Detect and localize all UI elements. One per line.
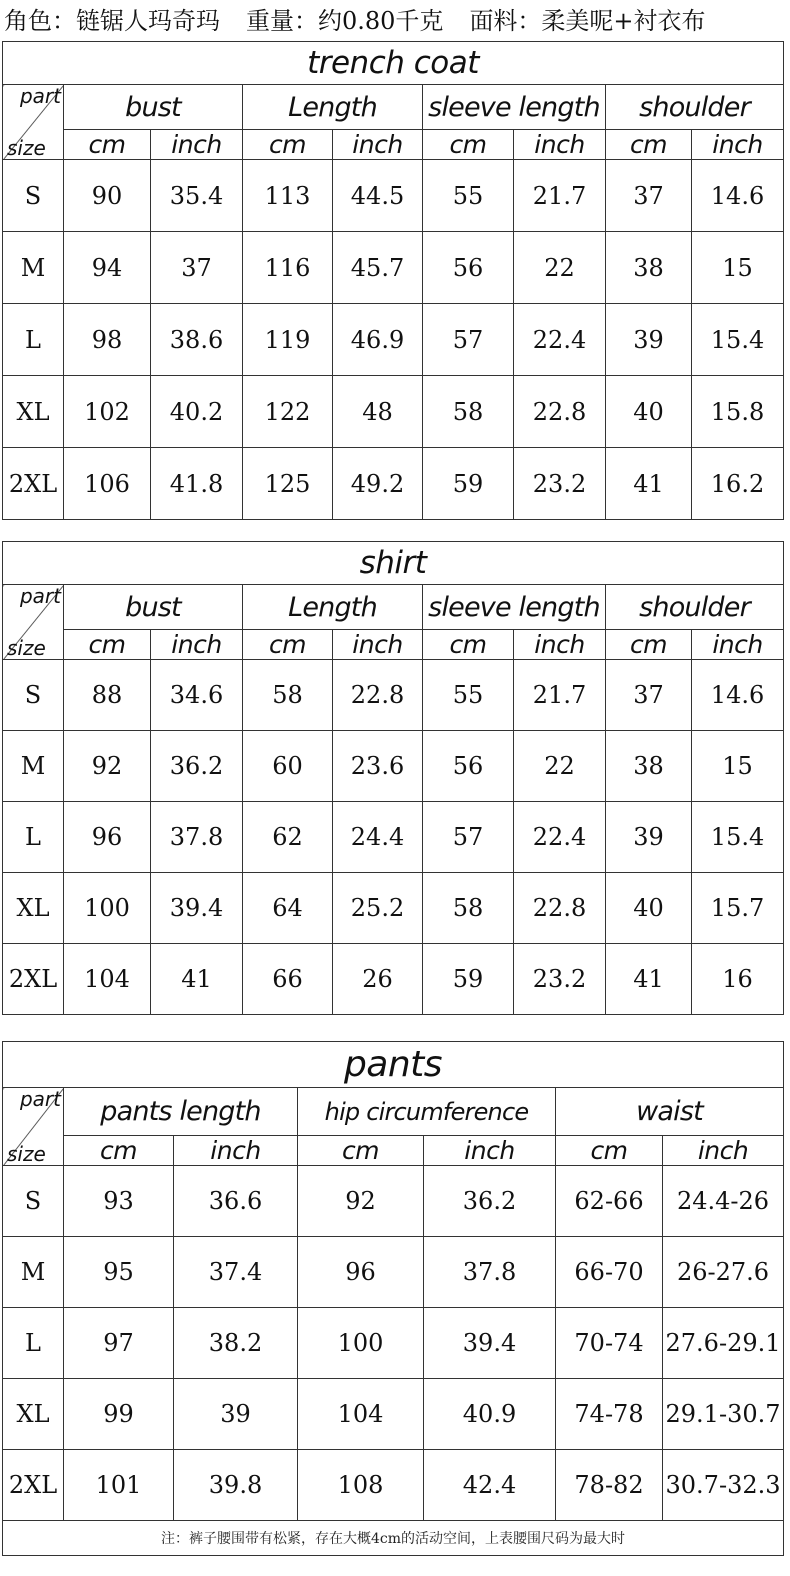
value-cell: 21.7 [514,160,606,232]
table-row [3,1308,784,1379]
value-cell: 23.6 [333,731,423,802]
size-label: S [3,660,64,731]
value-cell: 36.2 [424,1166,556,1237]
value-cell: 96 [298,1237,424,1308]
value-cell: 49.2 [333,448,423,520]
role-text: 角色：链锯人玛奇玛 [4,7,220,35]
value-cell: 22.8 [333,660,423,731]
part-header-sleeve-length: sleeve length [423,585,606,630]
corner-size-label: size [7,1142,46,1166]
corner-part-label: part [19,1087,61,1111]
value-cell: 62 [243,802,333,873]
unit-inch: inch [692,130,784,160]
value-cell: 57 [423,304,514,376]
value-cell: 37.8 [151,802,243,873]
trench-coat-size-table [2,41,784,520]
value-cell: 104 [64,944,151,1015]
unit-cm: cm [298,1136,424,1166]
value-cell: 29.1-30.7 [663,1379,784,1450]
unit-inch: inch [514,630,606,660]
size-label: M [3,731,64,802]
size-label: S [3,1166,64,1237]
value-cell: 125 [243,448,333,520]
value-cell: 102 [64,376,151,448]
value-cell: 27.6-29.1 [663,1308,784,1379]
value-cell: 58 [423,873,514,944]
table-row [3,731,784,802]
unit-cm: cm [243,130,333,160]
weight-text: 重量：约0.80千克 [246,7,444,35]
value-cell: 58 [243,660,333,731]
table-row [3,1450,784,1521]
value-cell: 34.6 [151,660,243,731]
part-header-shoulder: shoulder [606,85,784,130]
value-cell: 23.2 [514,448,606,520]
table-row [3,232,784,304]
value-cell: 37.8 [424,1237,556,1308]
pants-size-table [2,1041,784,1556]
value-cell: 60 [243,731,333,802]
value-cell: 30.7-32.3 [663,1450,784,1521]
value-cell: 122 [243,376,333,448]
value-cell: 22.8 [514,376,606,448]
table-row [3,1237,784,1308]
table-row [3,944,784,1015]
value-cell: 45.7 [333,232,423,304]
part-header-waist: waist [556,1088,784,1136]
table-row [3,160,784,232]
value-cell: 15.4 [692,802,784,873]
value-cell: 36.2 [151,731,243,802]
value-cell: 113 [243,160,333,232]
value-cell: 44.5 [333,160,423,232]
value-cell: 66-70 [556,1237,663,1308]
product-info-line [4,4,786,38]
value-cell: 15.8 [692,376,784,448]
value-cell: 22.4 [514,304,606,376]
part-header-bust: bust [64,585,243,630]
value-cell: 14.6 [692,660,784,731]
value-cell: 15.7 [692,873,784,944]
corner-size-label: size [7,136,46,160]
value-cell: 94 [64,232,151,304]
value-cell: 58 [423,376,514,448]
value-cell: 40.9 [424,1379,556,1450]
value-cell: 74-78 [556,1379,663,1450]
size-label: XL [3,376,64,448]
trench-coat-title: trench coat [3,42,784,85]
unit-inch: inch [424,1136,556,1166]
value-cell: 22 [514,731,606,802]
part-header-hip-circumference: hip circumference [298,1088,556,1136]
part-header-length: Length [243,585,423,630]
value-cell: 36.6 [174,1166,298,1237]
value-cell: 56 [423,232,514,304]
value-cell: 22.4 [514,802,606,873]
size-label: XL [3,873,64,944]
size-part-corner [3,585,64,660]
size-label: XL [3,1379,64,1450]
value-cell: 93 [64,1166,174,1237]
value-cell: 22 [514,232,606,304]
value-cell: 59 [423,448,514,520]
value-cell: 97 [64,1308,174,1379]
size-label: M [3,1237,64,1308]
value-cell: 38.2 [174,1308,298,1379]
part-header-length: Length [243,85,423,130]
value-cell: 39.4 [151,873,243,944]
value-cell: 92 [64,731,151,802]
value-cell: 38 [606,731,692,802]
part-header-shoulder: shoulder [606,585,784,630]
corner-part-label: part [19,84,61,108]
value-cell: 46.9 [333,304,423,376]
unit-inch: inch [174,1136,298,1166]
value-cell: 39 [606,304,692,376]
value-cell: 23.2 [514,944,606,1015]
value-cell: 15.4 [692,304,784,376]
unit-cm: cm [606,630,692,660]
unit-cm: cm [423,630,514,660]
size-label: L [3,802,64,873]
value-cell: 24.4-26 [663,1166,784,1237]
table-row [3,873,784,944]
value-cell: 24.4 [333,802,423,873]
value-cell: 38.6 [151,304,243,376]
value-cell: 57 [423,802,514,873]
value-cell: 108 [298,1450,424,1521]
size-part-corner [3,1088,64,1166]
value-cell: 78-82 [556,1450,663,1521]
corner-part-label: part [19,584,61,608]
table-row [3,660,784,731]
unit-inch: inch [333,130,423,160]
unit-cm: cm [243,630,333,660]
value-cell: 22.8 [514,873,606,944]
fabric-text: 面料：柔美呢+衬衣布 [469,7,706,35]
size-label: 2XL [3,944,64,1015]
value-cell: 98 [64,304,151,376]
value-cell: 37 [606,160,692,232]
value-cell: 92 [298,1166,424,1237]
size-label: 2XL [3,1450,64,1521]
size-label: 2XL [3,448,64,520]
unit-inch: inch [514,130,606,160]
size-label: S [3,160,64,232]
corner-size-label: size [7,636,46,660]
value-cell: 96 [64,802,151,873]
value-cell: 15 [692,731,784,802]
shirt-title: shirt [3,542,784,585]
unit-inch: inch [151,630,243,660]
size-label: L [3,304,64,376]
unit-inch: inch [333,630,423,660]
unit-cm: cm [64,630,151,660]
table-row [3,304,784,376]
value-cell: 101 [64,1450,174,1521]
value-cell: 70-74 [556,1308,663,1379]
value-cell: 37.4 [174,1237,298,1308]
value-cell: 40.2 [151,376,243,448]
size-part-corner [3,85,64,160]
size-label: M [3,232,64,304]
value-cell: 37 [151,232,243,304]
table-row [3,802,784,873]
pants-title: pants [3,1042,784,1088]
value-cell: 41.8 [151,448,243,520]
value-cell: 106 [64,448,151,520]
value-cell: 64 [243,873,333,944]
value-cell: 99 [64,1379,174,1450]
unit-cm: cm [64,1136,174,1166]
value-cell: 16 [692,944,784,1015]
table-row [3,448,784,520]
value-cell: 35.4 [151,160,243,232]
value-cell: 100 [64,873,151,944]
value-cell: 41 [606,448,692,520]
value-cell: 40 [606,376,692,448]
value-cell: 48 [333,376,423,448]
value-cell: 26-27.6 [663,1237,784,1308]
shirt-size-table [2,541,784,1015]
value-cell: 55 [423,160,514,232]
waist-note: 注：裤子腰围带有松紧，存在大概4cm的活动空间，上表腰围尺码为最大时 [3,1521,784,1556]
unit-inch: inch [151,130,243,160]
part-header-bust: bust [64,85,243,130]
part-header-sleeve-length: sleeve length [423,85,606,130]
table-row [3,1166,784,1237]
size-label: L [3,1308,64,1379]
value-cell: 14.6 [692,160,784,232]
value-cell: 56 [423,731,514,802]
value-cell: 25.2 [333,873,423,944]
value-cell: 116 [243,232,333,304]
value-cell: 100 [298,1308,424,1379]
value-cell: 119 [243,304,333,376]
part-header-pants-length: pants length [64,1088,298,1136]
value-cell: 39.4 [424,1308,556,1379]
value-cell: 90 [64,160,151,232]
value-cell: 66 [243,944,333,1015]
unit-inch: inch [692,630,784,660]
unit-inch: inch [663,1136,784,1166]
value-cell: 38 [606,232,692,304]
unit-cm: cm [423,130,514,160]
table-row [3,376,784,448]
unit-cm: cm [606,130,692,160]
table-row [3,1379,784,1450]
value-cell: 62-66 [556,1166,663,1237]
value-cell: 88 [64,660,151,731]
value-cell: 39 [174,1379,298,1450]
value-cell: 41 [151,944,243,1015]
unit-cm: cm [556,1136,663,1166]
value-cell: 95 [64,1237,174,1308]
value-cell: 16.2 [692,448,784,520]
value-cell: 55 [423,660,514,731]
value-cell: 39 [606,802,692,873]
value-cell: 41 [606,944,692,1015]
value-cell: 26 [333,944,423,1015]
value-cell: 40 [606,873,692,944]
value-cell: 15 [692,232,784,304]
value-cell: 37 [606,660,692,731]
value-cell: 104 [298,1379,424,1450]
value-cell: 39.8 [174,1450,298,1521]
value-cell: 21.7 [514,660,606,731]
value-cell: 59 [423,944,514,1015]
unit-cm: cm [64,130,151,160]
value-cell: 42.4 [424,1450,556,1521]
